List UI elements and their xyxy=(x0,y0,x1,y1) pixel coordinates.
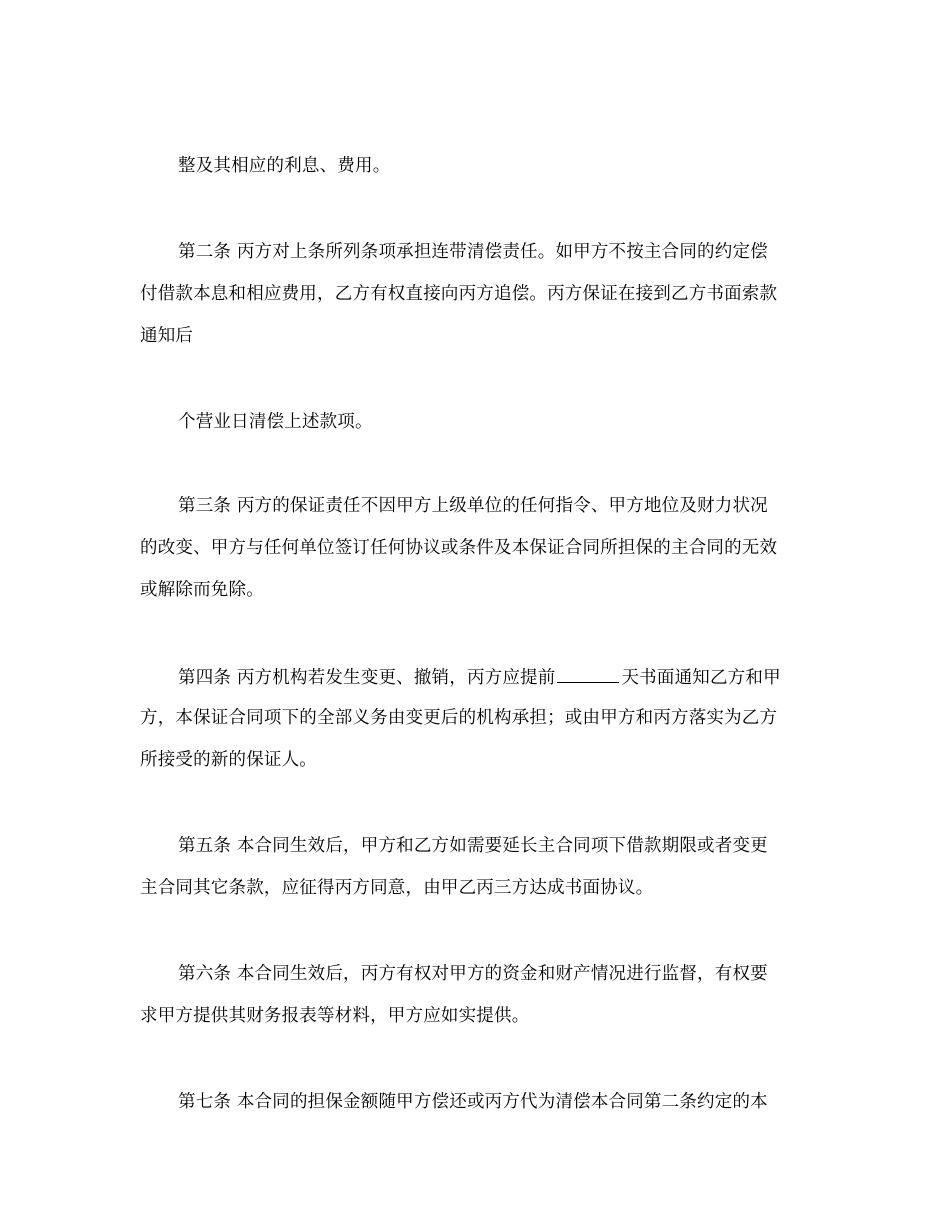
article-4-line-1 xyxy=(178,664,858,690)
article-6-line-2: 求甲方提供其财务报表等材料，甲方应如实提供。 xyxy=(140,1006,530,1026)
article-3-line-1: 第三条 丙方的保证责任不因甲方上级单位的任何指令、甲方地位及财力状况 xyxy=(178,496,768,516)
article-2-line-1: 第二条 丙方对上条所列条项承担连带清偿责任。如甲方不按主合同的约定偿 xyxy=(178,242,768,262)
paragraph-continuation-line: 整及其相应的利息、费用。 xyxy=(178,156,391,176)
article-3-line-3: 或解除而免除。 xyxy=(140,580,264,600)
article-4-line-1-part-b: 天书面通知乙方和甲 xyxy=(621,668,781,688)
article-4-line-3: 所接受的新的保证人。 xyxy=(140,750,317,770)
article-4-line-1-part-a: 第四条 丙方机构若发生变更、撤销，丙方应提前 xyxy=(178,668,556,688)
article-6-line-1: 第六条 本合同生效后，丙方有权对甲方的资金和财产情况进行监督，有权要 xyxy=(178,964,768,984)
article-5-line-2: 主合同其它条款，应征得丙方同意，由甲乙丙三方达成书面协议。 xyxy=(140,878,654,898)
article-2-line-3: 通知后 xyxy=(140,326,194,346)
days-blank-field xyxy=(557,664,619,683)
article-4-line-2: 方，本保证合同项下的全部义务由变更后的机构承担；或由甲方和丙方落实为乙方 xyxy=(140,708,778,728)
article-7-line-1: 第七条 本合同的担保金额随甲方偿还或丙方代为清偿本合同第二条约定的本 xyxy=(178,1092,768,1112)
article-3-line-2: 的改变、甲方与任何单位签订任何协议或条件及本保证合同所担保的主合同的无效 xyxy=(140,538,778,558)
article-2-continuation-line: 个营业日清偿上述款项。 xyxy=(178,412,373,432)
article-2-line-2: 付借款本息和相应费用，乙方有权直接向丙方追偿。丙方保证在接到乙方书面索款 xyxy=(140,284,778,304)
article-5-line-1: 第五条 本合同生效后，甲方和乙方如需要延长主合同项下借款期限或者变更 xyxy=(178,836,768,856)
